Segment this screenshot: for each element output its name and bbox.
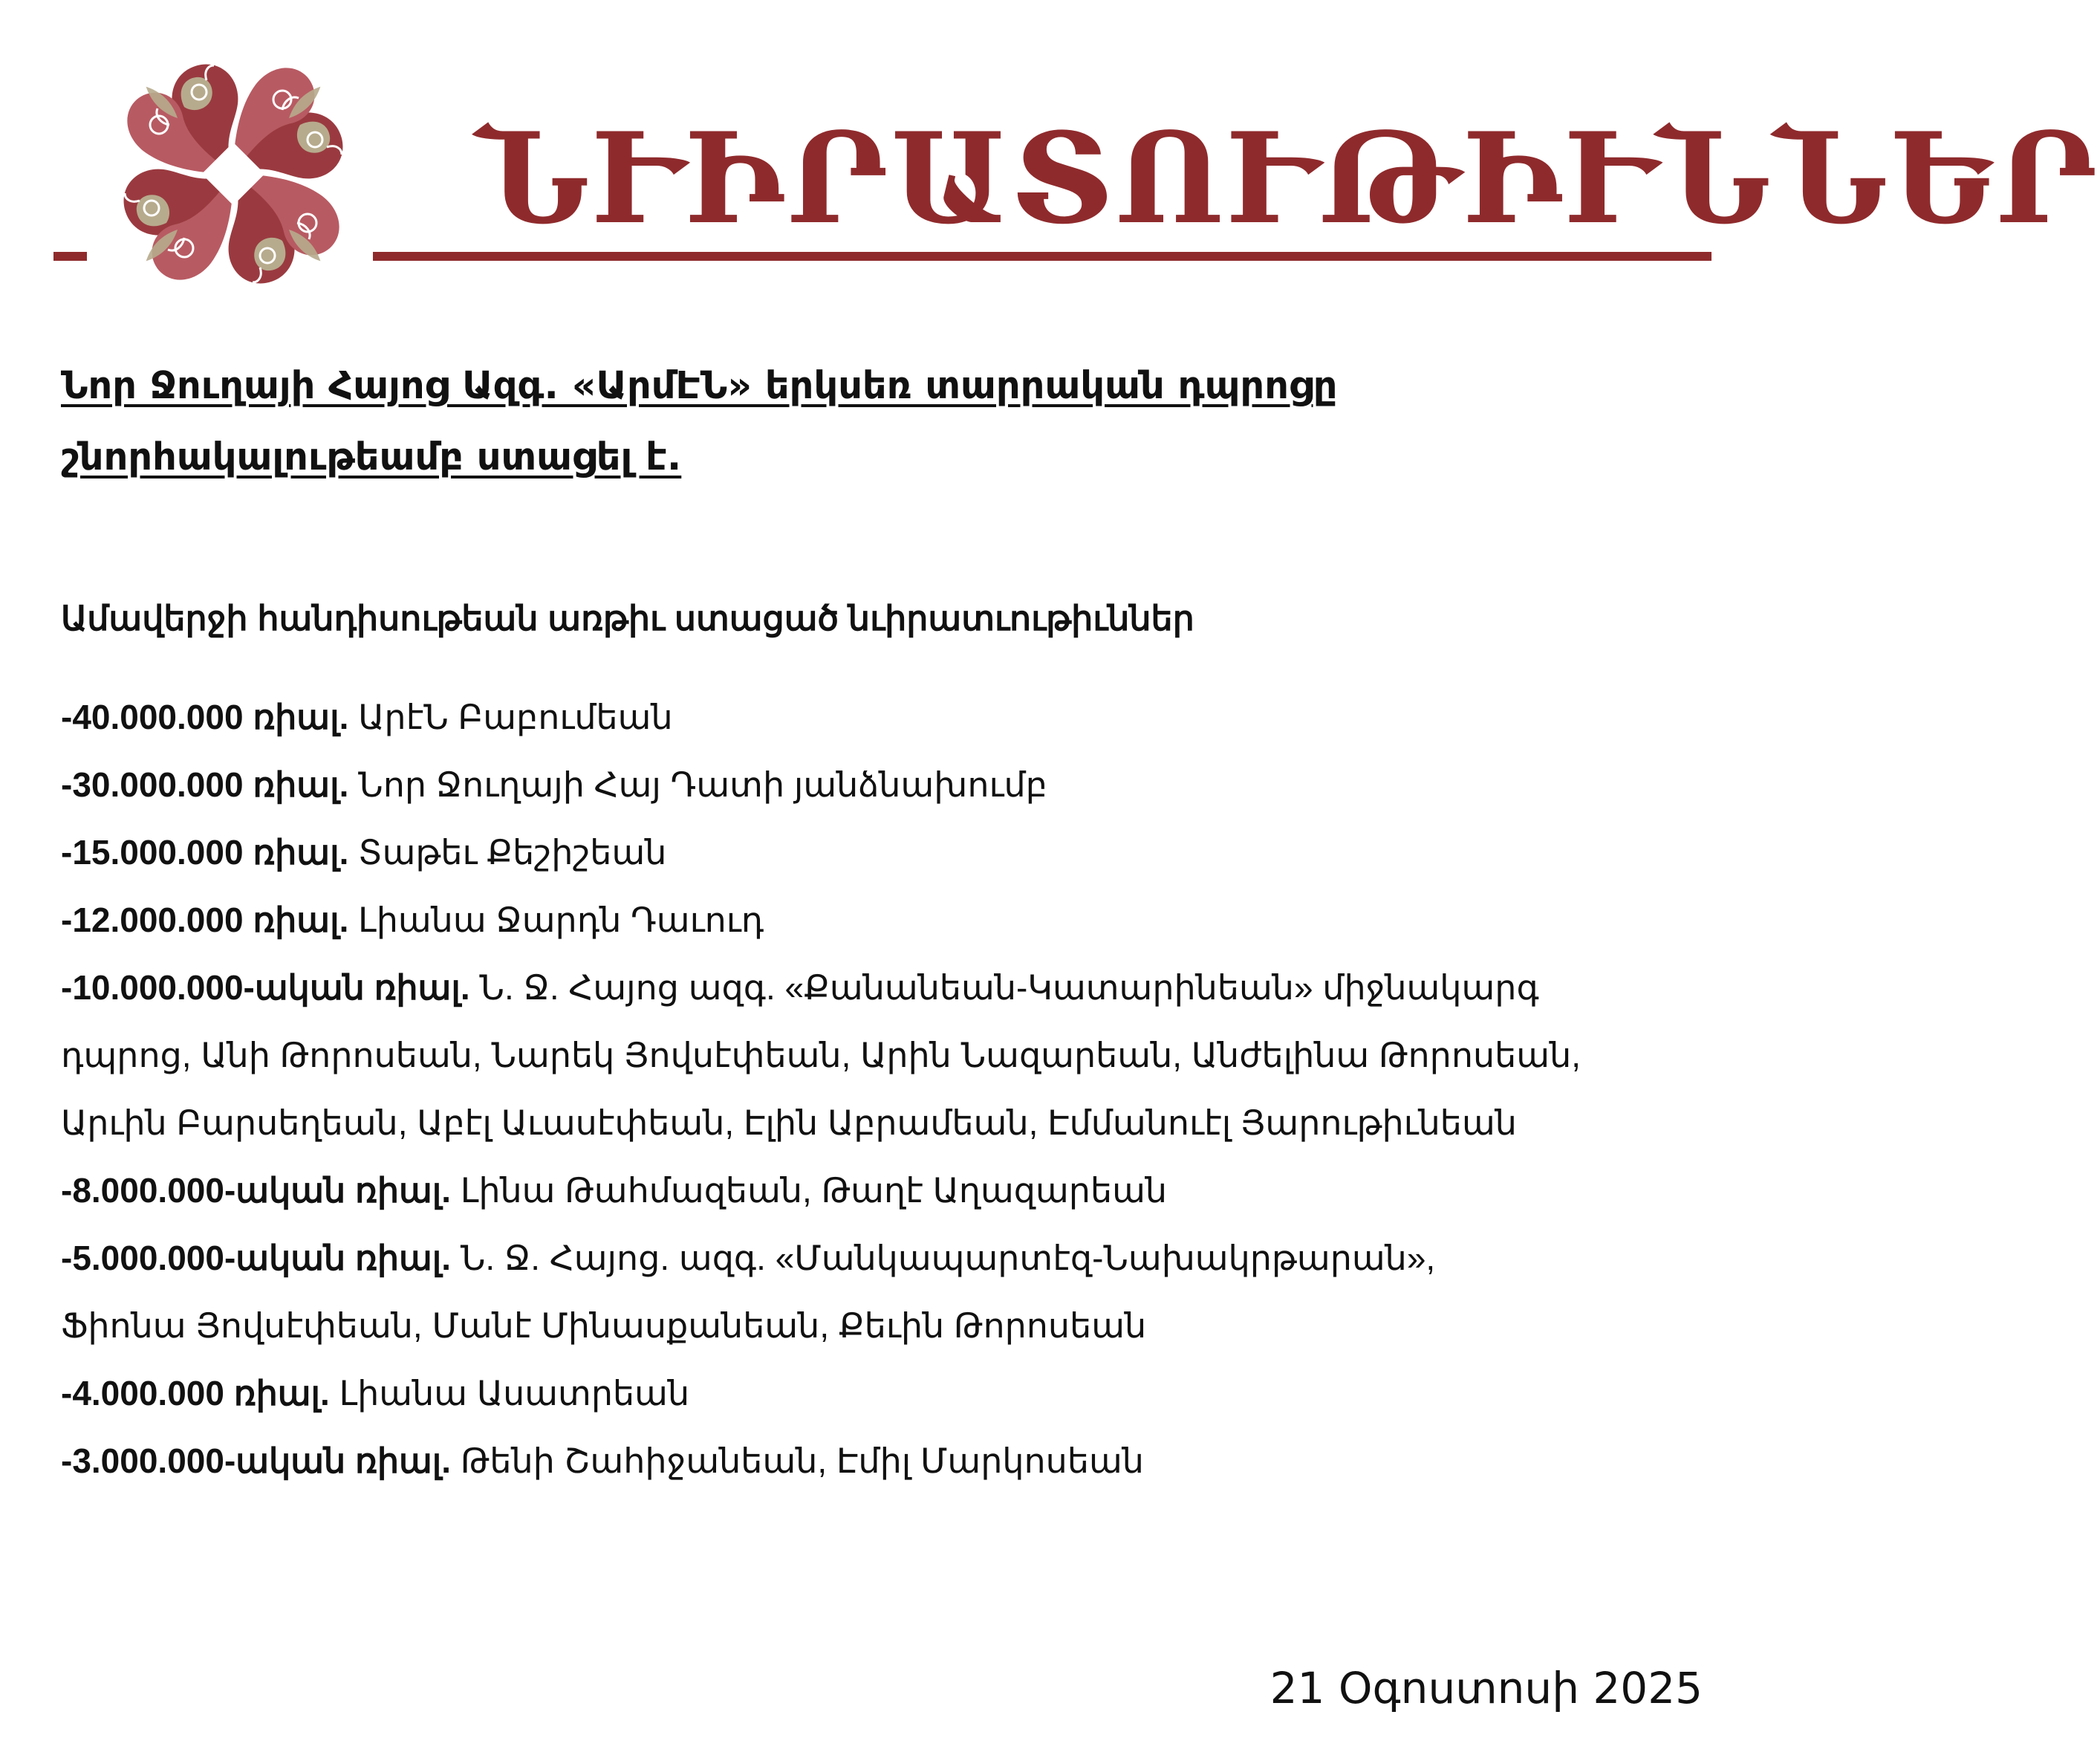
donation-amount: -3.000.000-ական ռիալ.	[61, 1441, 452, 1480]
donor-names: դպրոց, Անի Թորոսեան, Նարեկ Յովսէփեան, Արին Նազարեան, Անժելինա Թորոսեան,	[61, 1036, 1581, 1074]
header-rule-left	[53, 252, 87, 261]
donor-names: ԱրէՆ Բաբումեան	[358, 698, 673, 736]
headline	[61, 351, 1621, 493]
donor-names: Լինա Թահմազեան, Թաղէ Աղազարեան	[460, 1171, 1168, 1210]
donation-line	[61, 1224, 1710, 1292]
donor-names: Տաթեւ Քեշիշեան	[358, 833, 667, 872]
headline-line-1: Նոր Ջուղայի Հայոց Ազգ. «ԱրմԷՆ» երկսեռ տարրական դպրոցը	[61, 364, 1338, 408]
donations-list	[61, 684, 1710, 1495]
donor-names: Թենի Շահիջանեան, Էմիլ Մարկոսեան	[460, 1441, 1144, 1480]
donation-amount: -8.000.000-ական ռիալ.	[61, 1171, 452, 1210]
donation-amount: -10.000.000-ական ռիալ.	[61, 968, 470, 1007]
donor-names: Լիանա Ասատրեան	[339, 1374, 690, 1412]
donor-names: Լիանա Ջարդն Դաւուդ	[358, 901, 764, 939]
document-date: 21 Օգոստոսի 2025	[1270, 1663, 1703, 1713]
masthead-title: ՆՒԻՐԱՏՈՒԹԻՒՆՆԵՐ	[475, 105, 2100, 252]
donation-line-continued	[61, 1292, 1710, 1360]
donation-amount: -4.000.000 ռիալ.	[61, 1374, 330, 1412]
donation-line	[61, 819, 1710, 886]
donation-amount: -5.000.000-ական ռիալ.	[61, 1239, 452, 1277]
donation-line	[61, 1427, 1710, 1495]
headline-line-2: շնորհակալութեամբ ստացել է.	[61, 435, 682, 479]
donation-amount: -15.000.000 ռիալ.	[61, 833, 349, 872]
donor-names: Ն. Ջ. Հայոց ազգ. «Քանանեան-Կատարինեան» միջնակարգ	[479, 968, 1539, 1007]
header-rule-right	[373, 252, 1711, 261]
subtitle: Ամավերջի հանդիսութեան առթիւ ստացած նւիրատւութիւններ	[61, 599, 1194, 638]
donation-line	[61, 684, 1710, 751]
donation-line	[61, 751, 1710, 819]
donation-line	[61, 1157, 1710, 1224]
donor-names: Ն. Ջ. Հայոց. ազգ. «Մանկապարտէզ-Նախակրթարան»,	[460, 1239, 1436, 1277]
donation-amount: -30.000.000 ռիալ.	[61, 765, 349, 804]
donor-names: Ֆիոնա Յովսէփեան, Մանէ Մինասքանեան, Քեւին Թորոսեան	[61, 1306, 1147, 1345]
donation-amount: -12.000.000 ռիալ.	[61, 901, 349, 939]
donor-names: Նոր Ջուղայի Հայ Դատի յանձնախումբ	[358, 765, 1047, 804]
donation-amount: -40.000.000 ռիալ.	[61, 698, 349, 736]
donation-line-continued	[61, 1089, 1710, 1157]
donor-names: Արւին Բարսեղեան, Աբէլ Աւասէփեան, Էլին Աբրամեան, Էմմանուէլ Յարութիւնեան	[61, 1103, 1517, 1142]
donation-line	[61, 886, 1710, 954]
donation-line	[61, 954, 1710, 1022]
armenian-rosette-logo-icon	[95, 36, 371, 312]
donation-line	[61, 1360, 1710, 1427]
donation-line-continued	[61, 1022, 1710, 1089]
